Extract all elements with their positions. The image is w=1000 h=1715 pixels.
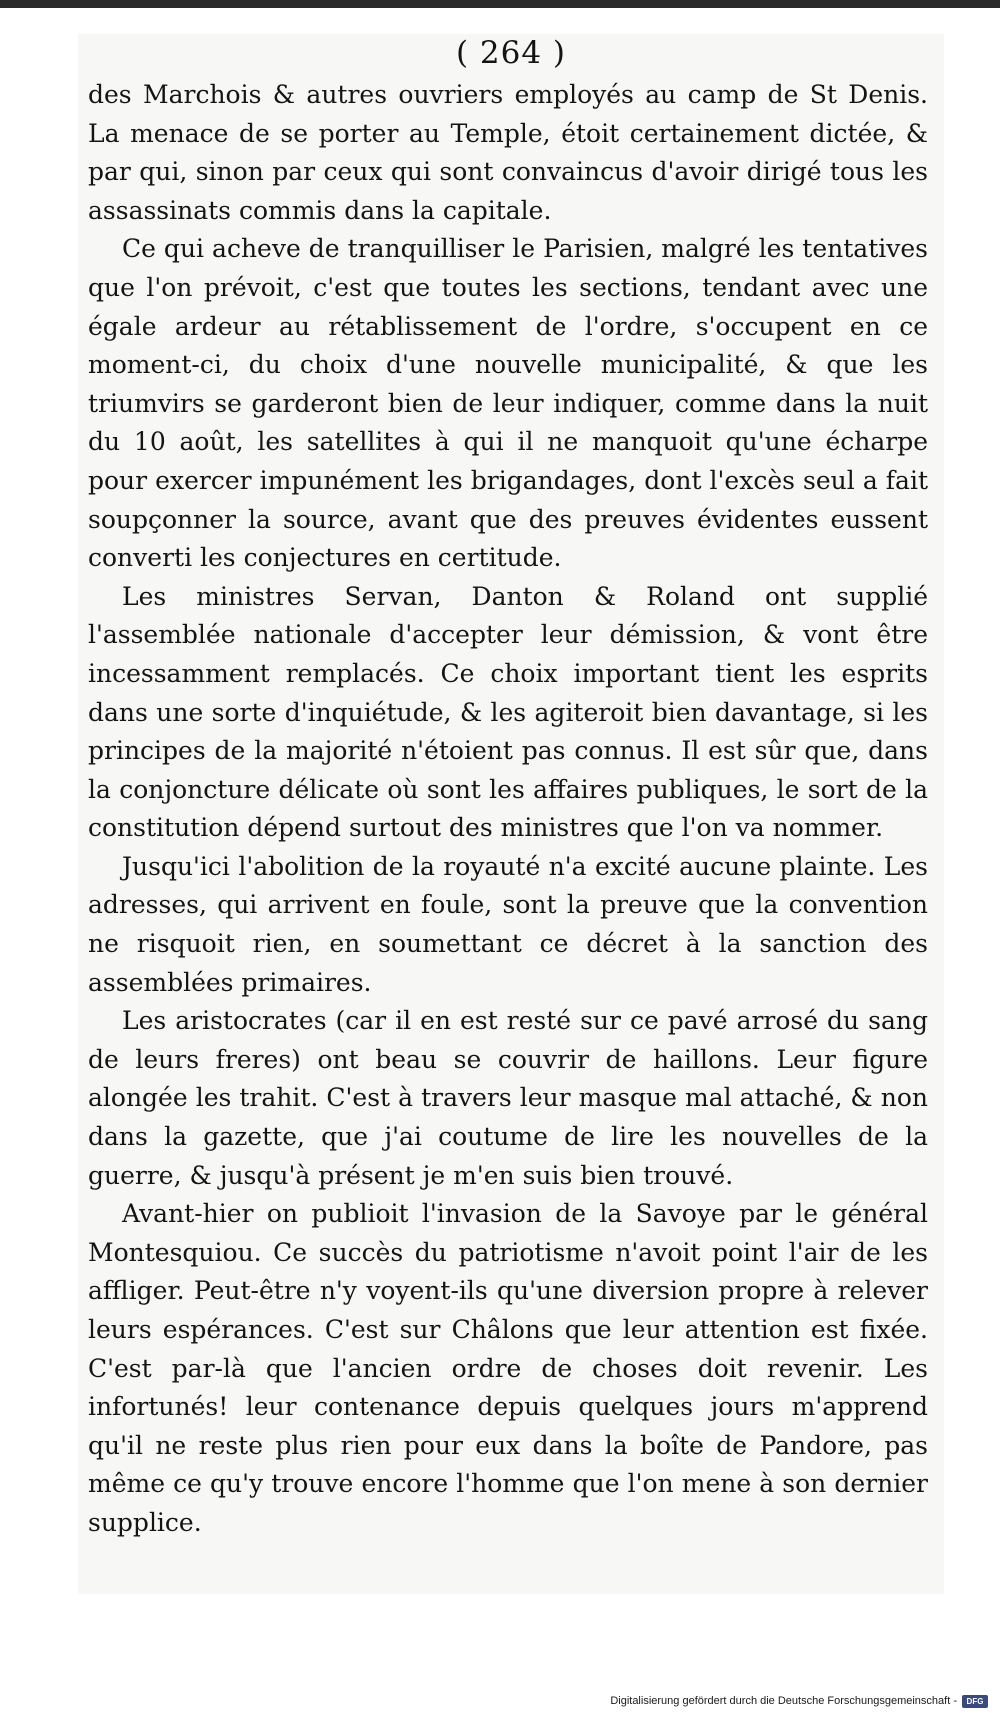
- paragraph-4: Jusqu'ici l'abolition de la royauté n'a excité aucune plainte. Les adresses, qui arrivent en foule, sont la preuve que la convention ne risquoit rien, en soumettant ce décret à la sanction des assemblées primaires.: [88, 851, 928, 997]
- body-text: [88, 76, 928, 1543]
- page-number: ( 264 ): [455, 35, 567, 71]
- paragraph-1: des Marchois & autres ouvriers employés au camp de St Denis. La menace de se porter au Temple, étoit certainement dictée, & par qui, sinon par ceux qui sont convaincus d'avoir dirigé tous les assassinats commis dans la capitale.: [88, 80, 928, 225]
- dfg-logo-icon: [962, 1695, 988, 1708]
- digitization-footer: [610, 1691, 988, 1711]
- paragraph-2: Ce qui acheve de tranquilliser le Parisien, malgré les tentatives que l'on prévoit, c'est que toutes les sections, tendant avec une égale ardeur au rétablissement de l'ordre, s'occupent en ce moment-ci, du choix d'une nouvelle municipalité, & que les triumvirs se garderont bien de leur indiquer, comme dans la nuit du 10 août, les satellites à qui il ne manquoit qu'une écharpe pour exercer impunément les brigandages, dont l'excès seul a fait soupçonner la source, avant que des preuves évidentes eussent converti les conjectures en certitude.: [88, 234, 928, 573]
- scanned-page: [78, 34, 944, 1594]
- paragraph-3: Les ministres Servan, Danton & Roland ont supplié l'assemblée nationale d'accepter leur démission, & vont être incessamment remplacés. Ce choix important tient les esprits dans une sorte d'inquiétude, & les agiteroit bien davantage, si les principes de la majorité n'étoient pas connus. Il est sûr que, dans la conjoncture délicate où sont les affaires publiques, le sort de la constitution dépend surtout des ministres que l'on va nommer.: [88, 581, 928, 843]
- top-border-rule: [0, 0, 1000, 8]
- paragraph-6: Avant-hier on publioit l'invasion de la Savoye par le général Montesquiou. Ce succès du patriotisme n'avoit point l'air de les affliger. Peut-être n'y voyent-ils qu'une diversion propre à relever leurs espérances. C'est sur Châlons que leur attention est fixée. C'est par-là que l'ancien ordre de choses doit revenir. Les infortunés! leur contenance depuis quelques jours m'apprend qu'il ne reste plus rien pour eux dans la boîte de Pandore, pas même ce qu'y trouve encore l'homme que l'on mene à son dernier supplice.: [88, 1199, 928, 1537]
- paragraph-5: Les aristocrates (car il en est resté sur ce pavé arrosé du sang de leurs freres) ont beau se couvrir de haillons. Leur figure alongée les trahit. C'est à travers leur masque mal attaché, & non dans la gazette, que j'ai coutume de lire les nouvelles de la guerre, & jusqu'à présent je m'en suis bien trouvé.: [88, 1006, 928, 1190]
- dfg-logo-label: DFG: [966, 1696, 984, 1706]
- footer-credit-text: Digitalisierung gefördert durch die Deutsche Forschungsgemeinschaft -: [610, 1695, 957, 1707]
